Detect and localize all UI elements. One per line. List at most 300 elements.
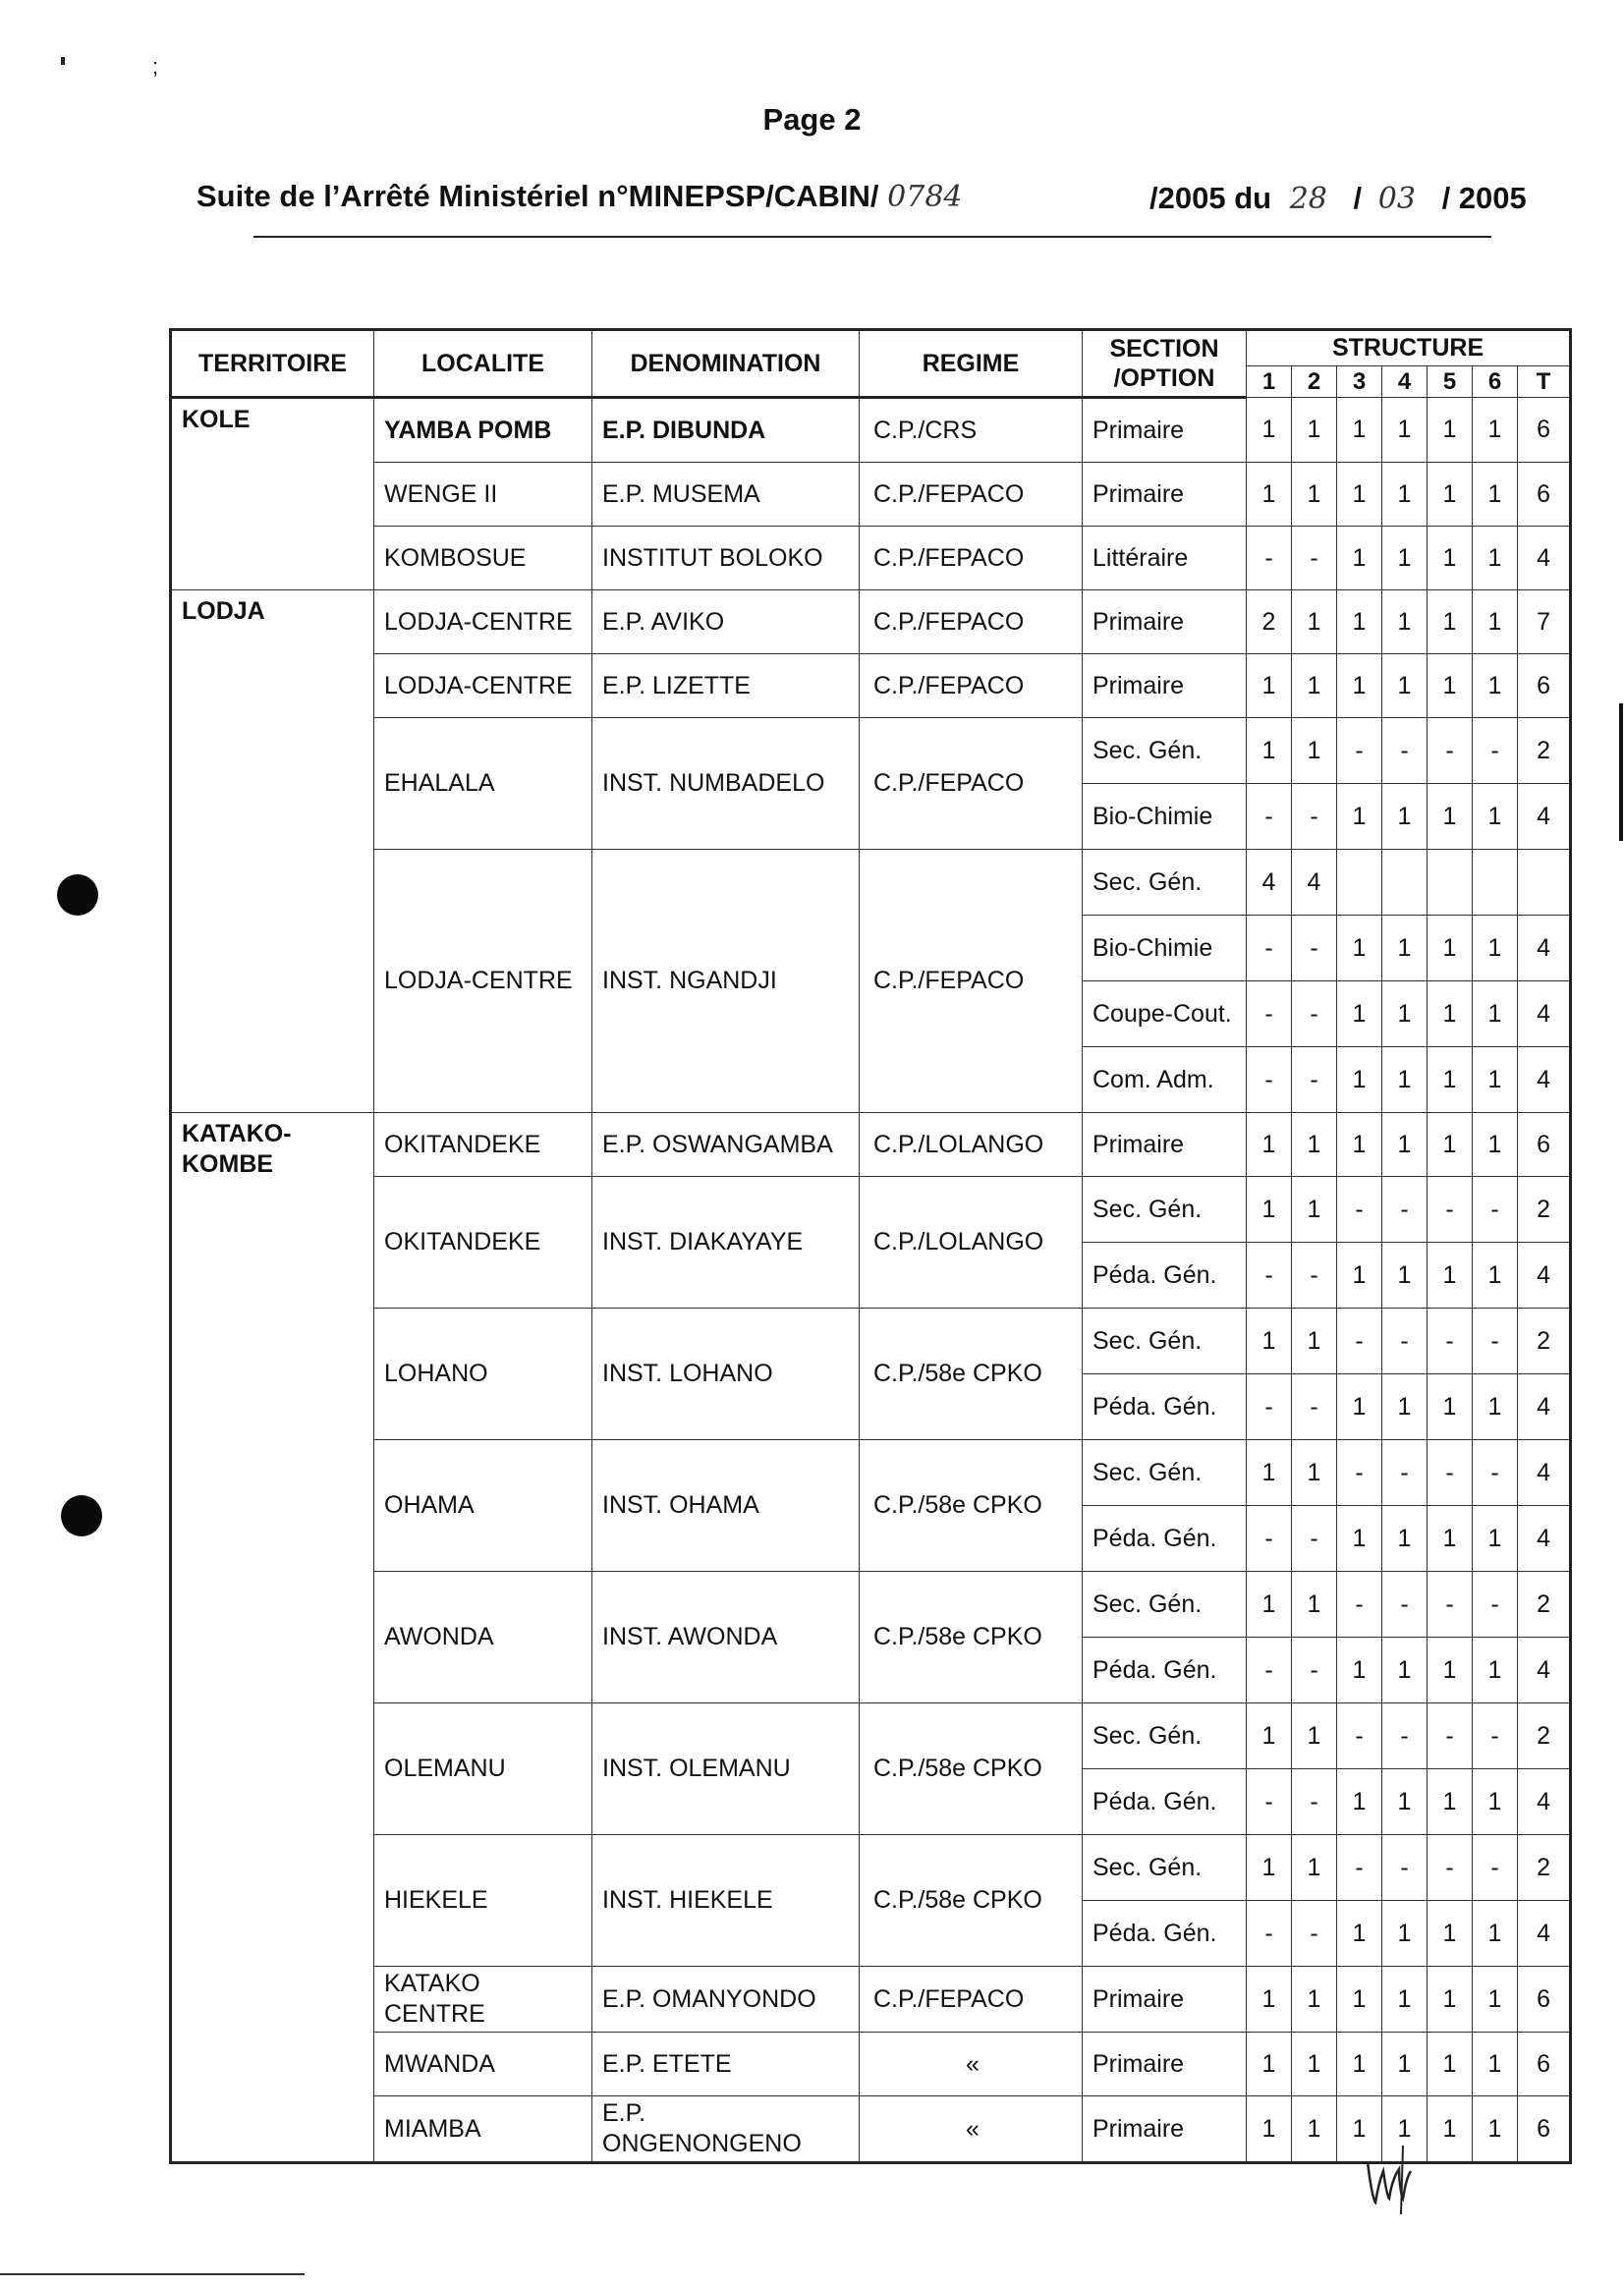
structure-value: 1 — [1337, 1769, 1382, 1835]
structure-value: 2 — [1518, 1309, 1571, 1374]
structure-value: 1 — [1428, 1243, 1473, 1309]
structure-value: 1 — [1473, 1506, 1518, 1572]
handwritten-initials — [1360, 2142, 1419, 2220]
structure-value: 1 — [1382, 1374, 1428, 1440]
structure-value: - — [1292, 981, 1337, 1047]
localite-cell: YAMBA POMB — [374, 398, 592, 463]
structure-value: 1 — [1382, 590, 1428, 654]
structure-value: 4 — [1247, 850, 1292, 916]
section-cell: Sec. Gén. — [1083, 1309, 1247, 1374]
structure-value: 1 — [1337, 398, 1382, 463]
decree-month-handwritten: 03 — [1377, 182, 1416, 216]
structure-value: 1 — [1292, 1440, 1337, 1506]
structure-value: 1 — [1473, 1374, 1518, 1440]
decree-number-handwritten: 0784 — [887, 180, 963, 214]
table-row — [171, 850, 1571, 916]
structure-value: - — [1428, 1703, 1473, 1769]
structure-value: 1 — [1292, 1967, 1337, 2033]
structure-value: - — [1337, 1572, 1382, 1638]
structure-value: 1 — [1382, 1047, 1428, 1113]
structure-value: 1 — [1428, 1638, 1473, 1703]
structure-value: 1 — [1247, 1440, 1292, 1506]
structure-value: 1 — [1337, 590, 1382, 654]
structure-value: 1 — [1428, 527, 1473, 590]
localite-cell: LODJA-CENTRE — [374, 590, 592, 654]
structure-value: 1 — [1428, 2096, 1473, 2163]
structure-value: 1 — [1428, 1769, 1473, 1835]
regime-cell: C.P./CRS — [860, 398, 1083, 463]
structure-value: 6 — [1518, 654, 1571, 718]
denomination-cell: E.P. MUSEMA — [592, 463, 860, 527]
structure-value: 1 — [1382, 981, 1428, 1047]
structure-value: 1 — [1428, 916, 1473, 981]
structure-value: 1 — [1428, 981, 1473, 1047]
structure-col-2: 2 — [1292, 366, 1337, 398]
structure-value: - — [1292, 916, 1337, 981]
col-regime: REGIME — [860, 330, 1083, 398]
structure-value: 1 — [1292, 654, 1337, 718]
section-cell: Primaire — [1083, 2096, 1247, 2163]
section-cell: Bio-Chimie — [1083, 784, 1247, 850]
structure-value: - — [1337, 1177, 1382, 1243]
structure-value: 1 — [1428, 1901, 1473, 1967]
structure-value: 1 — [1292, 1835, 1337, 1901]
structure-value: 6 — [1518, 1113, 1571, 1177]
structure-value: - — [1428, 1309, 1473, 1374]
structure-value: 1 — [1382, 1113, 1428, 1177]
structure-value: - — [1247, 1638, 1292, 1703]
decree-separator: / — [1353, 181, 1363, 215]
structure-value: 1 — [1382, 1769, 1428, 1835]
structure-value: - — [1292, 784, 1337, 850]
structure-value: 1 — [1337, 1243, 1382, 1309]
table-row — [171, 1177, 1571, 1243]
footer-line — [0, 2273, 305, 2275]
denomination-cell: E.P. AVIKO — [592, 590, 860, 654]
structure-value: 1 — [1382, 463, 1428, 527]
structure-value: 4 — [1518, 1047, 1571, 1113]
regime-cell: C.P./FEPACO — [860, 1967, 1083, 2033]
localite-cell: WENGE II — [374, 463, 592, 527]
regime-cell: C.P./58e CPKO — [860, 1703, 1083, 1835]
structure-value — [1473, 850, 1518, 916]
structure-value: 1 — [1247, 1572, 1292, 1638]
structure-value: 1 — [1292, 2033, 1337, 2096]
denomination-cell: E.P. ONGENONGENO — [592, 2096, 860, 2163]
structure-value: 2 — [1247, 590, 1292, 654]
structure-value: - — [1382, 1440, 1428, 1506]
regime-cell: « — [860, 2033, 1083, 2096]
section-cell: Sec. Gén. — [1083, 1440, 1247, 1506]
regime-cell: C.P./FEPACO — [860, 463, 1083, 527]
section-cell: Primaire — [1083, 1113, 1247, 1177]
decree-day-handwritten: 28 — [1289, 182, 1327, 216]
structure-value: - — [1428, 718, 1473, 784]
structure-value: 1 — [1473, 1243, 1518, 1309]
structure-value: 1 — [1247, 718, 1292, 784]
structure-value: 1 — [1382, 1967, 1428, 2033]
section-cell: Sec. Gén. — [1083, 1703, 1247, 1769]
col-structure: STRUCTURE — [1247, 330, 1571, 366]
section-cell: Sec. Gén. — [1083, 1572, 1247, 1638]
section-cell: Péda. Gén. — [1083, 1769, 1247, 1835]
structure-value: 1 — [1337, 1506, 1382, 1572]
structure-value: 2 — [1518, 1835, 1571, 1901]
structure-value: - — [1292, 1243, 1337, 1309]
structure-col-4: 4 — [1382, 366, 1428, 398]
denomination-cell: INST. DIAKAYAYE — [592, 1177, 860, 1309]
structure-value: - — [1247, 1769, 1292, 1835]
section-cell: Coupe-Cout. — [1083, 981, 1247, 1047]
localite-cell: OKITANDEKE — [374, 1113, 592, 1177]
structure-value: 1 — [1382, 916, 1428, 981]
table-row — [171, 398, 1571, 463]
section-cell: Bio-Chimie — [1083, 916, 1247, 981]
structure-value: 1 — [1382, 2096, 1428, 2163]
structure-value: 1 — [1337, 2033, 1382, 2096]
structure-value: - — [1473, 1440, 1518, 1506]
table-row — [171, 718, 1571, 784]
section-cell: Péda. Gén. — [1083, 1901, 1247, 1967]
structure-value: - — [1292, 1047, 1337, 1113]
structure-value: - — [1247, 1243, 1292, 1309]
structure-value: 1 — [1337, 916, 1382, 981]
structure-value: 2 — [1518, 1703, 1571, 1769]
table-row — [171, 1835, 1571, 1901]
structure-value: 1 — [1428, 463, 1473, 527]
regime-cell: C.P./58e CPKO — [860, 1835, 1083, 1967]
table-body — [171, 398, 1571, 2163]
scan-edge-mark — [1619, 703, 1623, 841]
localite-cell: OHAMA — [374, 1440, 592, 1572]
denomination-cell: INST. NUMBADELO — [592, 718, 860, 850]
structure-value: 4 — [1518, 527, 1571, 590]
regime-cell: C.P./LOLANGO — [860, 1177, 1083, 1309]
structure-value: 4 — [1518, 981, 1571, 1047]
structure-value: 1 — [1292, 1572, 1337, 1638]
scan-mark: ; — [152, 54, 159, 79]
structure-value: 1 — [1428, 1113, 1473, 1177]
structure-value: 1 — [1337, 981, 1382, 1047]
structure-value: - — [1382, 1309, 1428, 1374]
structure-value: - — [1247, 916, 1292, 981]
structure-value: 1 — [1382, 1243, 1428, 1309]
structure-value — [1382, 850, 1428, 916]
structure-value: 1 — [1247, 1113, 1292, 1177]
structure-value: 1 — [1337, 654, 1382, 718]
structure-value: 1 — [1247, 654, 1292, 718]
section-cell: Péda. Gén. — [1083, 1506, 1247, 1572]
structure-value: - — [1247, 1047, 1292, 1113]
structure-value: 1 — [1428, 2033, 1473, 2096]
school-structure-table — [169, 328, 1572, 2164]
structure-value: - — [1428, 1835, 1473, 1901]
structure-value: 1 — [1473, 463, 1518, 527]
localite-cell: MWANDA — [374, 2033, 592, 2096]
structure-value: 1 — [1473, 590, 1518, 654]
denomination-cell: INST. OLEMANU — [592, 1703, 860, 1835]
section-cell: Primaire — [1083, 1967, 1247, 2033]
structure-value: 1 — [1382, 1506, 1428, 1572]
table-row — [171, 2033, 1571, 2096]
structure-value: 1 — [1428, 654, 1473, 718]
structure-value: - — [1382, 1572, 1428, 1638]
denomination-cell: E.P. DIBUNDA — [592, 398, 860, 463]
section-cell: Sec. Gén. — [1083, 1835, 1247, 1901]
structure-value: 1 — [1382, 784, 1428, 850]
denomination-cell: INST. LOHANO — [592, 1309, 860, 1440]
denomination-cell: INSTITUT BOLOKO — [592, 527, 860, 590]
structure-value: 1 — [1382, 2033, 1428, 2096]
structure-value: - — [1473, 1177, 1518, 1243]
structure-value: - — [1382, 718, 1428, 784]
section-cell: Sec. Gén. — [1083, 1177, 1247, 1243]
decree-prefix: Suite de l’Arrêté Ministériel n°MINEPSP/CABIN/ — [196, 179, 879, 213]
structure-value: 4 — [1518, 916, 1571, 981]
denomination-cell: E.P. OSWANGAMBA — [592, 1113, 860, 1177]
structure-value: 6 — [1518, 1967, 1571, 2033]
structure-value: 1 — [1337, 784, 1382, 850]
table-row — [171, 1309, 1571, 1374]
structure-value: - — [1247, 1374, 1292, 1440]
localite-cell: KOMBOSUE — [374, 527, 592, 590]
section-cell: Primaire — [1083, 463, 1247, 527]
structure-value: - — [1473, 718, 1518, 784]
regime-cell: « — [860, 2096, 1083, 2163]
structure-value: 4 — [1518, 1440, 1571, 1506]
section-cell: Primaire — [1083, 398, 1247, 463]
territoire-cell: LODJA — [171, 590, 374, 1113]
structure-value: 1 — [1292, 463, 1337, 527]
structure-value: 4 — [1518, 1374, 1571, 1440]
section-cell: Sec. Gén. — [1083, 718, 1247, 784]
structure-value: 1 — [1337, 527, 1382, 590]
regime-cell: C.P./FEPACO — [860, 527, 1083, 590]
structure-value: 1 — [1473, 1901, 1518, 1967]
localite-cell: OKITANDEKE — [374, 1177, 592, 1309]
denomination-cell: INST. NGANDJI — [592, 850, 860, 1113]
structure-value: - — [1473, 1572, 1518, 1638]
section-cell: Sec. Gén. — [1083, 850, 1247, 916]
structure-value: 4 — [1518, 1638, 1571, 1703]
structure-value: 6 — [1518, 398, 1571, 463]
localite-cell: AWONDA — [374, 1572, 592, 1703]
structure-value: - — [1428, 1572, 1473, 1638]
regime-cell: C.P./FEPACO — [860, 654, 1083, 718]
regime-cell: C.P./FEPACO — [860, 718, 1083, 850]
col-section: SECTION /OPTION — [1083, 330, 1247, 398]
structure-value: - — [1337, 1309, 1382, 1374]
punch-hole — [57, 874, 98, 916]
structure-value: - — [1382, 1835, 1428, 1901]
structure-value: - — [1292, 1901, 1337, 1967]
localite-cell: KATAKO CENTRE — [374, 1967, 592, 2033]
structure-value: 1 — [1337, 463, 1382, 527]
structure-col-5: 5 — [1428, 366, 1473, 398]
denomination-cell: INST. AWONDA — [592, 1572, 860, 1703]
territoire-cell: KOLE — [171, 398, 374, 590]
structure-value: 1 — [1473, 1638, 1518, 1703]
structure-value: 6 — [1518, 2033, 1571, 2096]
structure-value: 1 — [1428, 1374, 1473, 1440]
page-number: Page 2 — [762, 102, 862, 137]
structure-value: 1 — [1337, 1638, 1382, 1703]
structure-value: 1 — [1337, 1047, 1382, 1113]
structure-value: 6 — [1518, 2096, 1571, 2163]
structure-value: - — [1247, 981, 1292, 1047]
structure-value: 2 — [1518, 718, 1571, 784]
structure-value: 4 — [1518, 1243, 1571, 1309]
structure-value: 1 — [1382, 527, 1428, 590]
structure-value: 1 — [1382, 654, 1428, 718]
structure-value: - — [1473, 1309, 1518, 1374]
structure-value: 1 — [1473, 1113, 1518, 1177]
structure-value: 1 — [1292, 1309, 1337, 1374]
structure-value: - — [1247, 784, 1292, 850]
structure-value: - — [1292, 1506, 1337, 1572]
regime-cell: C.P./58e CPKO — [860, 1572, 1083, 1703]
structure-value: 4 — [1292, 850, 1337, 916]
table-row — [171, 1440, 1571, 1506]
structure-value — [1428, 850, 1473, 916]
structure-value: - — [1337, 1835, 1382, 1901]
localite-cell: HIEKELE — [374, 1835, 592, 1967]
regime-cell: C.P./FEPACO — [860, 850, 1083, 1113]
structure-value: 1 — [1428, 1967, 1473, 2033]
structure-value: 1 — [1428, 784, 1473, 850]
regime-cell: C.P./58e CPKO — [860, 1440, 1083, 1572]
section-cell: Péda. Gén. — [1083, 1374, 1247, 1440]
structure-value: 1 — [1247, 1835, 1292, 1901]
structure-col-1: 1 — [1247, 366, 1292, 398]
structure-value: 1 — [1382, 1638, 1428, 1703]
structure-value: 2 — [1518, 1177, 1571, 1243]
structure-value: 1 — [1382, 1901, 1428, 1967]
scan-mark — [61, 57, 65, 65]
structure-value: 1 — [1292, 2096, 1337, 2163]
regime-cell: C.P./58e CPKO — [860, 1309, 1083, 1440]
structure-value: 1 — [1247, 1967, 1292, 2033]
structure-value: 1 — [1473, 1769, 1518, 1835]
decree-year-end: / 2005 — [1441, 181, 1527, 215]
table-row — [171, 590, 1571, 654]
structure-value: - — [1292, 1374, 1337, 1440]
table-row — [171, 463, 1571, 527]
table-row — [171, 654, 1571, 718]
col-territoire: TERRITOIRE — [171, 330, 374, 398]
structure-value: 1 — [1473, 654, 1518, 718]
structure-value: - — [1473, 1835, 1518, 1901]
table-row — [171, 1113, 1571, 1177]
col-denomination: DENOMINATION — [592, 330, 860, 398]
structure-value: - — [1337, 718, 1382, 784]
section-cell: Littéraire — [1083, 527, 1247, 590]
regime-cell: C.P./LOLANGO — [860, 1113, 1083, 1177]
structure-value: 1 — [1247, 398, 1292, 463]
structure-value: 1 — [1428, 398, 1473, 463]
structure-value: 7 — [1518, 590, 1571, 654]
header-rule — [253, 236, 1491, 238]
structure-value: 1 — [1292, 1113, 1337, 1177]
structure-value: - — [1382, 1703, 1428, 1769]
structure-value: 1 — [1247, 1177, 1292, 1243]
localite-cell: LODJA-CENTRE — [374, 850, 592, 1113]
structure-value: 1 — [1292, 1177, 1337, 1243]
structure-value: - — [1473, 1703, 1518, 1769]
localite-cell: MIAMBA — [374, 2096, 592, 2163]
col-localite: LOCALITE — [374, 330, 592, 398]
structure-value: 1 — [1428, 1047, 1473, 1113]
structure-value: 1 — [1337, 1967, 1382, 2033]
structure-value: 1 — [1292, 590, 1337, 654]
structure-value: 1 — [1247, 2033, 1292, 2096]
decree-year: /2005 du — [1149, 181, 1272, 215]
structure-value: 1 — [1247, 2096, 1292, 2163]
structure-col-6: 6 — [1473, 366, 1518, 398]
structure-value: 1 — [1473, 981, 1518, 1047]
localite-cell: EHALALA — [374, 718, 592, 850]
punch-hole — [61, 1495, 102, 1536]
structure-value: - — [1428, 1440, 1473, 1506]
section-cell: Primaire — [1083, 2033, 1247, 2096]
regime-cell: C.P./FEPACO — [860, 590, 1083, 654]
structure-value: 1 — [1428, 1506, 1473, 1572]
localite-cell: OLEMANU — [374, 1703, 592, 1835]
structure-value: - — [1292, 527, 1337, 590]
structure-value: - — [1247, 1901, 1292, 1967]
structure-value: 1 — [1337, 2096, 1382, 2163]
structure-value — [1337, 850, 1382, 916]
structure-value: 1 — [1247, 1309, 1292, 1374]
structure-value: 1 — [1473, 527, 1518, 590]
structure-value: - — [1247, 1506, 1292, 1572]
section-cell: Péda. Gén. — [1083, 1243, 1247, 1309]
structure-value: - — [1292, 1638, 1337, 1703]
structure-value: 1 — [1292, 1703, 1337, 1769]
structure-value: 1 — [1247, 1703, 1292, 1769]
structure-value: - — [1337, 1440, 1382, 1506]
localite-cell: LOHANO — [374, 1309, 592, 1440]
structure-value: 1 — [1473, 398, 1518, 463]
structure-value: 4 — [1518, 1901, 1571, 1967]
denomination-cell: INST. HIEKELE — [592, 1835, 860, 1967]
structure-value: 1 — [1473, 2033, 1518, 2096]
denomination-cell: INST. OHAMA — [592, 1440, 860, 1572]
structure-value: 1 — [1382, 398, 1428, 463]
denomination-cell: E.P. OMANYONDO — [592, 1967, 860, 2033]
structure-value: - — [1382, 1177, 1428, 1243]
denomination-cell: E.P. LIZETTE — [592, 654, 860, 718]
structure-value — [1518, 850, 1571, 916]
structure-value: 2 — [1518, 1572, 1571, 1638]
structure-value: 1 — [1337, 1113, 1382, 1177]
structure-value: 1 — [1473, 1047, 1518, 1113]
structure-value: 1 — [1473, 784, 1518, 850]
structure-value: - — [1428, 1177, 1473, 1243]
structure-value: 1 — [1247, 463, 1292, 527]
structure-col-3: 3 — [1337, 366, 1382, 398]
structure-value: - — [1292, 1769, 1337, 1835]
table-row — [171, 1967, 1571, 2033]
structure-value: 4 — [1518, 784, 1571, 850]
structure-value: 1 — [1473, 2096, 1518, 2163]
structure-value: 1 — [1473, 916, 1518, 981]
section-cell: Primaire — [1083, 654, 1247, 718]
localite-cell: LODJA-CENTRE — [374, 654, 592, 718]
section-cell: Péda. Gén. — [1083, 1638, 1247, 1703]
territoire-cell: KATAKO-KOMBE — [171, 1113, 374, 2163]
section-cell: Com. Adm. — [1083, 1047, 1247, 1113]
